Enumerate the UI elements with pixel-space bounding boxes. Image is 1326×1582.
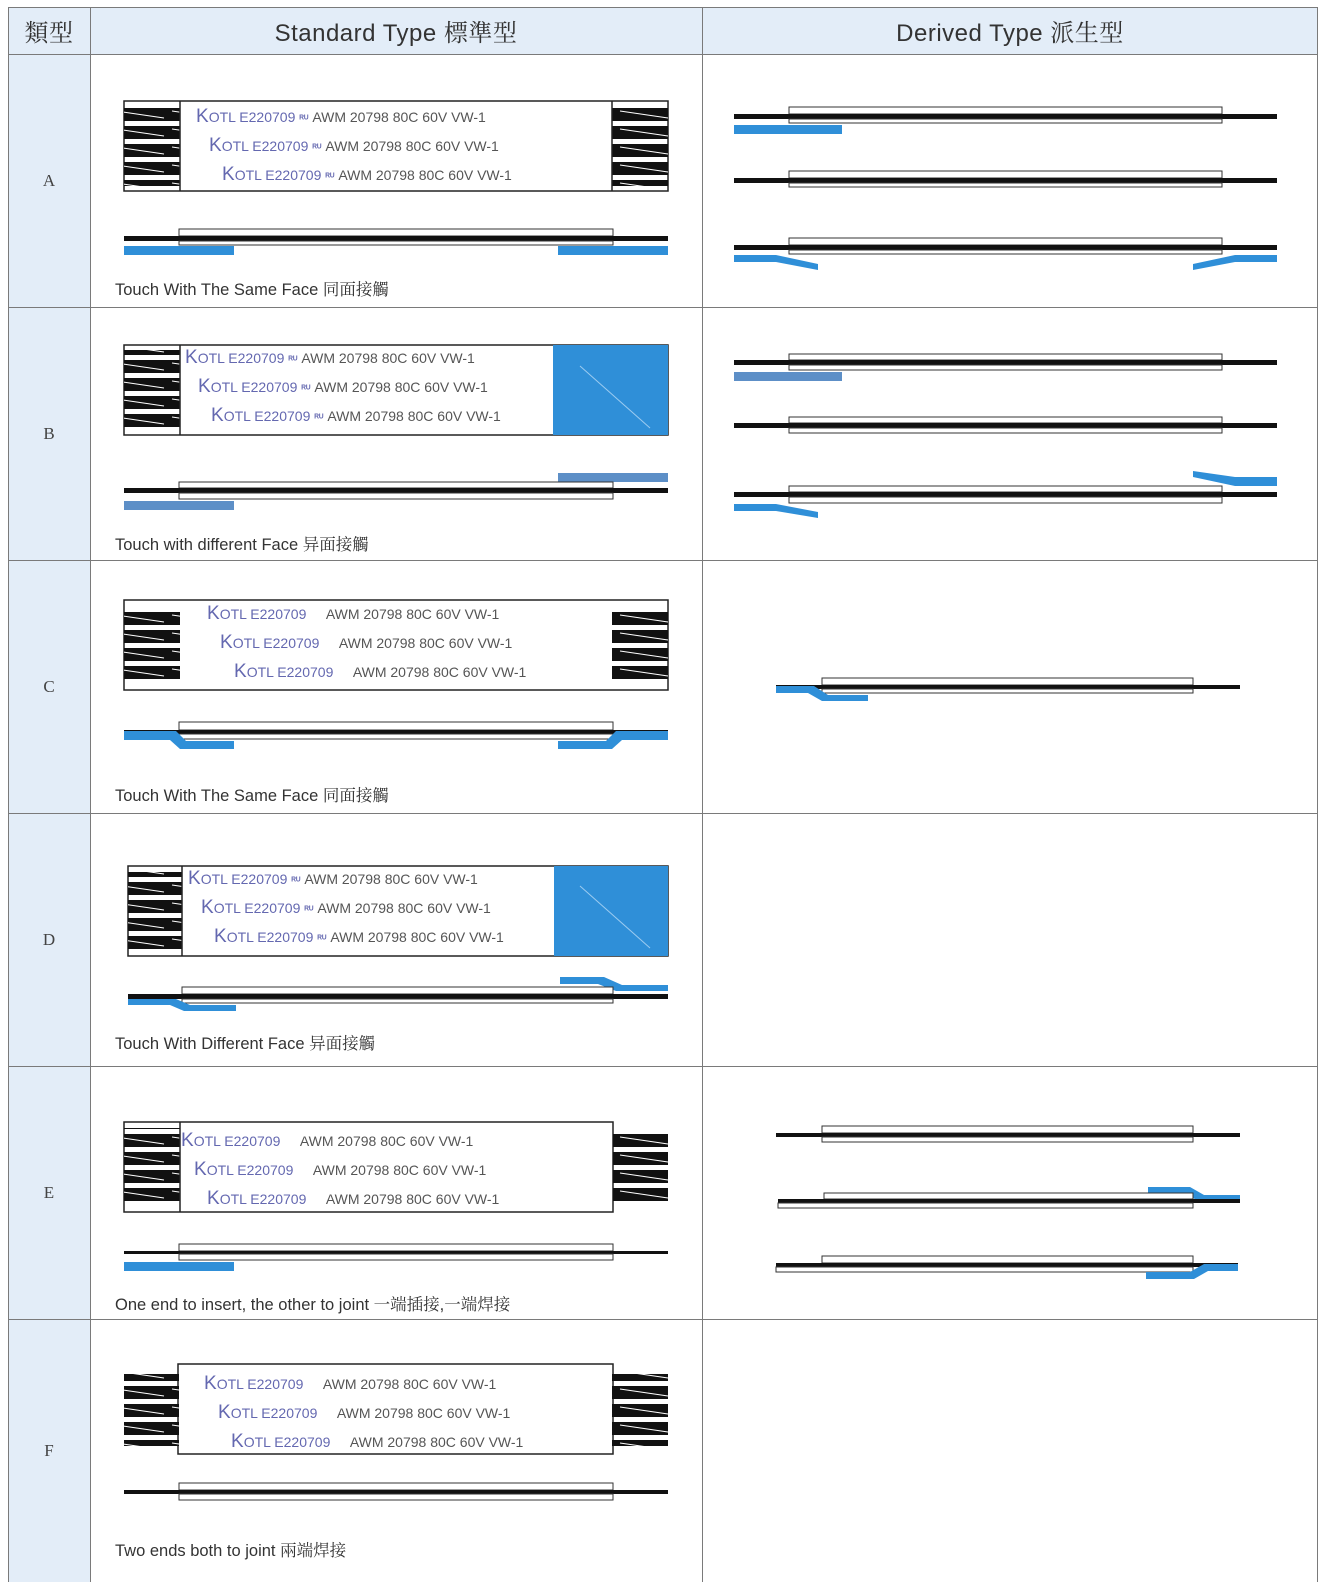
side-insulation	[179, 241, 613, 245]
row-f-caption: Two ends both to joint 兩端焊接	[115, 1542, 347, 1560]
stiffener-top-view	[554, 866, 668, 956]
stiffener	[124, 246, 234, 255]
marking-line: KOTL E220709 AWM 20798 80C 60V VW-1	[220, 632, 513, 653]
contact-fingers-right	[612, 1374, 668, 1446]
marking-line: KOTL E220709 ᴿᵁ AWM 20798 80C 60V VW-1	[188, 868, 478, 889]
row-c-caption: Touch With The Same Face 同面接觸	[115, 787, 389, 805]
contact-fingers-left	[124, 106, 180, 186]
marking-line: KOTL E220709 ᴿᵁ AWM 20798 80C 60V VW-1	[196, 106, 486, 127]
row-a-caption: Touch With The Same Face 同面接觸	[115, 281, 389, 299]
row-e-caption: One end to insert, the other to joint 一端插接,一端焊接	[115, 1296, 511, 1314]
stiffener	[558, 473, 668, 482]
stiffener	[1193, 471, 1277, 486]
stiffener	[734, 255, 818, 270]
type-label-d: D	[42, 930, 56, 949]
contact-fingers-left	[124, 350, 180, 430]
type-label-a: A	[42, 171, 56, 190]
contact-fingers-right	[612, 610, 668, 682]
header-standard-type: Standard Type 標準型	[274, 20, 518, 47]
stiffener	[734, 504, 818, 518]
marking-line: KOTL E220709 AWM 20798 80C 60V VW-1	[204, 1373, 497, 1394]
marking-line: KOTL E220709 AWM 20798 80C 60V VW-1	[194, 1159, 487, 1180]
stiffener	[558, 246, 668, 255]
contact-fingers-left	[128, 872, 182, 950]
row-d-caption: Touch With Different Face 异面接觸	[115, 1035, 376, 1053]
contact-fingers-right	[613, 1132, 668, 1204]
row-b-caption: Touch with different Face 异面接觸	[115, 536, 369, 554]
type-label-b: B	[43, 424, 55, 443]
contact-fingers-left	[124, 610, 180, 682]
header-type: 類型	[24, 20, 74, 47]
marking-line: KOTL E220709 AWM 20798 80C 60V VW-1	[234, 661, 527, 682]
row-e-derived-drawing	[776, 1126, 1240, 1279]
marking-line: KOTL E220709 ᴿᵁ AWM 20798 80C 60V VW-1	[209, 135, 499, 156]
marking-line: KOTL E220709 ᴿᵁ AWM 20798 80C 60V VW-1	[185, 347, 475, 368]
header-derived-type: Derived Type 派生型	[896, 20, 1124, 47]
stiffener	[734, 125, 842, 134]
marking-line: KOTL E220709 ᴿᵁ AWM 20798 80C 60V VW-1	[222, 164, 512, 185]
contact-fingers-left	[124, 1128, 180, 1206]
stiffener	[124, 1262, 234, 1271]
row-b-derived-drawing	[734, 354, 1277, 518]
stiffener-top-view	[553, 345, 668, 435]
marking-line: KOTL E220709 ᴿᵁ AWM 20798 80C 60V VW-1	[201, 897, 491, 918]
marking-line: KOTL E220709 AWM 20798 80C 60V VW-1	[231, 1431, 524, 1452]
marking-line: KOTL E220709 AWM 20798 80C 60V VW-1	[181, 1130, 474, 1151]
row-c-derived-drawing	[776, 678, 1240, 701]
side-conductor	[124, 236, 668, 241]
type-label-e: E	[43, 1183, 55, 1202]
marking-line: KOTL E220709 ᴿᵁ AWM 20798 80C 60V VW-1	[198, 376, 488, 397]
row-b-standard-drawing	[124, 345, 668, 510]
stiffener	[124, 501, 234, 510]
marking-line: KOTL E220709 AWM 20798 80C 60V VW-1	[207, 1188, 500, 1209]
stiffener	[734, 372, 842, 381]
contact-fingers-right	[612, 106, 668, 186]
type-label-f: F	[44, 1441, 54, 1460]
side-insulation	[179, 229, 613, 236]
row-a-derived-drawing	[734, 107, 1277, 270]
type-label-c: C	[43, 677, 55, 696]
marking-line: KOTL E220709 AWM 20798 80C 60V VW-1	[218, 1402, 511, 1423]
marking-line: KOTL E220709 AWM 20798 80C 60V VW-1	[207, 603, 500, 624]
marking-line: KOTL E220709 ᴿᵁ AWM 20798 80C 60V VW-1	[214, 926, 504, 947]
stiffener	[1193, 255, 1277, 270]
marking-line: KOTL E220709 ᴿᵁ AWM 20798 80C 60V VW-1	[211, 405, 501, 426]
contact-fingers-left	[124, 1374, 179, 1446]
